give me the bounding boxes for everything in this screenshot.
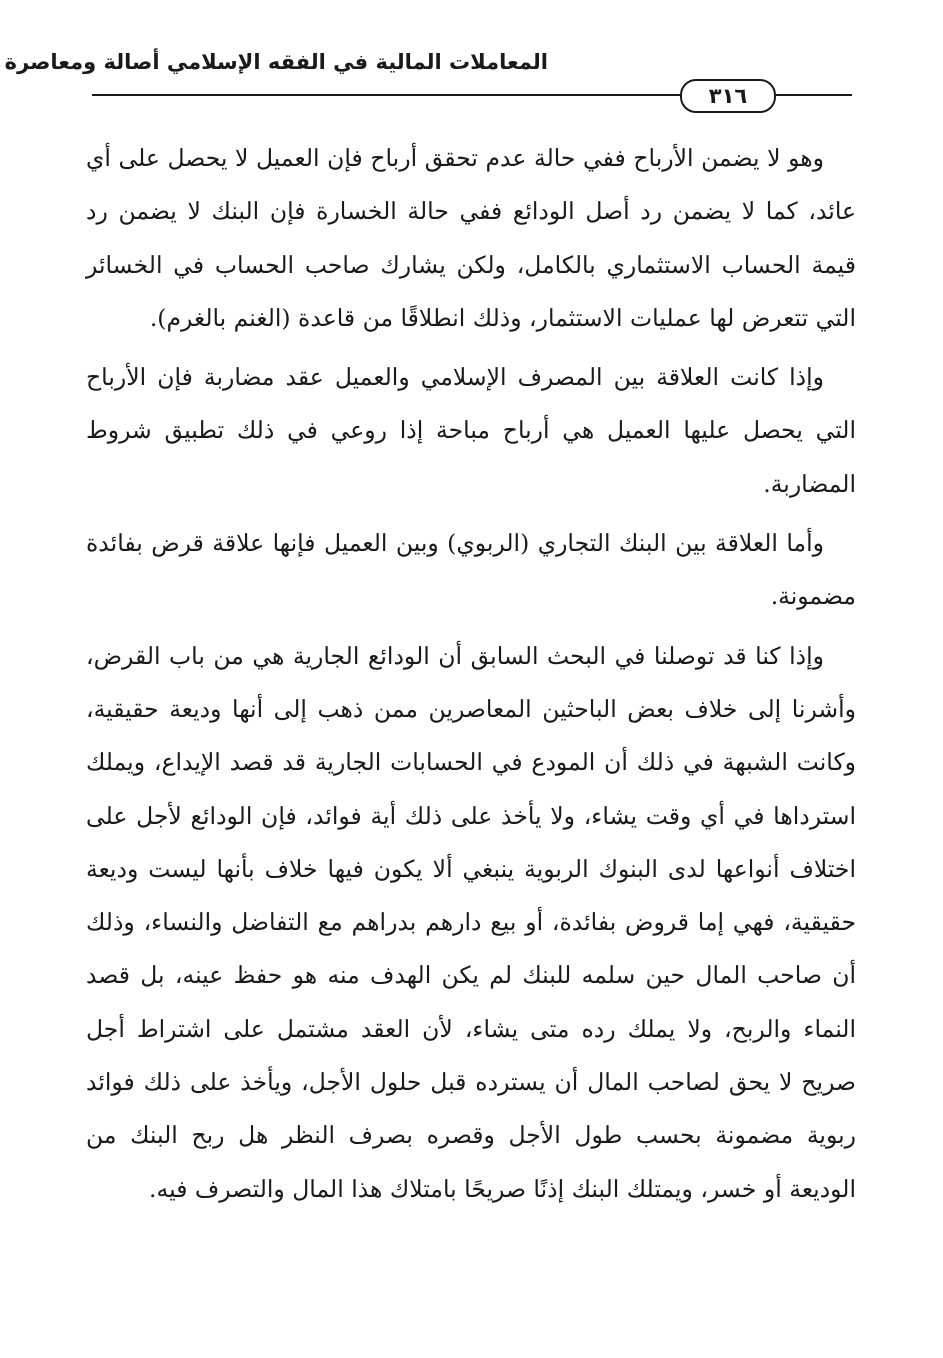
running-title: المعاملات المالية في الفقه الإسلامي أصالة ومعاصرة: [4, 50, 548, 74]
paragraph: وإذا كنا قد توصلنا في البحث السابق أن الودائع الجارية هي من باب القرض، وأشرنا إلى خلاف بعض الباحثين المعاصرين ممن ذهب إلى أنها وديعة حقيقية، وكانت الشبهة في ذلك أن المودع في الحسابات الجارية قد قصد الإيداع، ويملك استرداها في أي وقت يشاء، ولا يأخذ على ذلك أية فوائد، فإن الودائع لأجل على اختلاف أنواعها لدى البنوك الربوية ينبغي ألا يكون فيها خلاف بأنها ليست وديعة حقيقية، فهي إما قروض بفائدة، أو بيع دارهم بدراهم مع التفاضل والنساء، وذلك أن صاحب المال حين سلمه للبنك لم يكن الهدف منه هو حفظ عينه، بل قصد النماء والربح، ولا يملك رده متى يشاء، لأن العقد مشتمل على اشتراط أجل صريح لا يحق لصاحب المال أن يسترده قبل حلول الأجل، ويأخذ على ذلك فوائد ربوية مضمونة بحسب طول الأجل وقصره بصرف النظر هل ربح البنك من الوديعة أو خسر، ويمتلك البنك إذنًا صريحًا بامتلاك هذا المال والتصرف فيه.: [86, 641, 856, 1203]
paragraph: وإذا كانت العلاقة بين المصرف الإسلامي والعميل عقد مضاربة فإن الأرباح التي يحصل عليها العميل هي أرباح مباحة إذا روعي في ذلك تطبيق شروط المضاربة.: [86, 363, 856, 498]
paragraph: وأما العلاقة بين البنك التجاري (الربوي) وبين العميل فإنها علاقة قرض بفائدة مضمونة.: [86, 529, 856, 611]
body-text: [86, 132, 856, 1222]
page-number-badge: ٣١٦: [680, 79, 776, 113]
paragraph: وهو لا يضمن الأرباح ففي حالة عدم تحقق أرباح فإن العميل لا يحصل على أي عائد، كما لا يضمن رد أصل الودائع ففي حالة الخسارة فإن البنك لا يضمن رد قيمة الحساب الاستثماري بالكامل، ولكن يشارك صاحب الحساب في الخسائر التي تتعرض لها عمليات الاستثمار، وذلك انطلاقًا من قاعدة (الغنم بالغرم).: [86, 144, 856, 332]
